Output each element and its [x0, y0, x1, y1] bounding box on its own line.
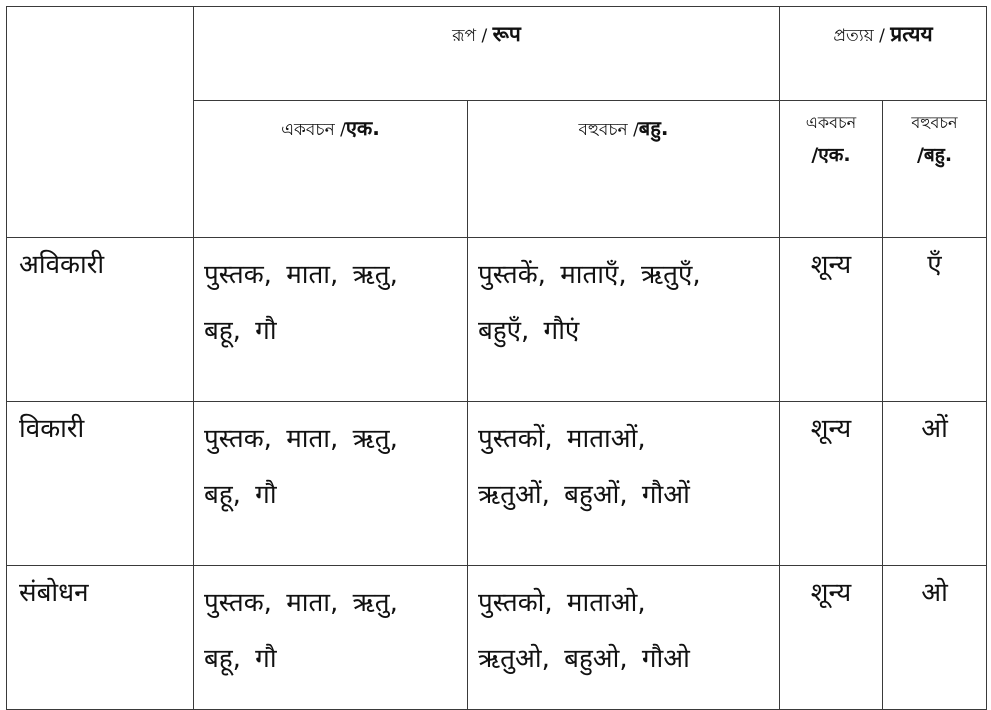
- singular-forms-line: बहू, गौ: [204, 480, 277, 510]
- row-label-avikari: अविकारी: [7, 238, 194, 402]
- header-pratyay-plural: [883, 101, 987, 238]
- header-rup: [194, 7, 780, 101]
- singular-forms-line: बहू, गौ: [204, 316, 277, 346]
- row-label-vikari: विकारी: [7, 402, 194, 566]
- header-rup-plural-bold: बहु.: [638, 116, 669, 140]
- singular-forms-line: पुस्तक, माता, ऋतु,: [204, 588, 398, 618]
- header-pratyay-singular: [780, 101, 883, 238]
- suffix-plural-cell: एँ: [883, 238, 987, 402]
- table-row: [7, 238, 987, 402]
- header-pratyay-plural-regular: বহুবচন: [911, 113, 958, 132]
- plural-forms-cell: [468, 566, 780, 710]
- header-rup-regular: রূপ: [452, 26, 477, 46]
- singular-forms-line: बहू, गौ: [204, 644, 277, 674]
- header-rup-singular-bold: एक.: [345, 116, 380, 140]
- header-rup-bold: रूप: [492, 22, 521, 46]
- plural-forms-line: बहुएँ, गौएं: [478, 316, 580, 346]
- table-row: [7, 566, 987, 710]
- header-rup-separator: /: [476, 26, 493, 46]
- table-row: [7, 402, 987, 566]
- plural-forms-line: पुस्तकों, माताओं,: [478, 424, 646, 454]
- suffix-plural-cell: ओं: [883, 402, 987, 566]
- suffix-singular-cell: शून्य: [780, 566, 883, 710]
- singular-forms-line: पुस्तक, माता, ऋतु,: [204, 424, 398, 454]
- singular-forms-cell: [194, 238, 468, 402]
- plural-forms-line: ऋतुओ, बहुओ, गौओ: [478, 644, 690, 674]
- plural-forms-line: पुस्तको, माताओ,: [478, 588, 646, 618]
- header-pratyay-bold: प्रत्यय: [890, 22, 933, 46]
- header-pratyay-plural-bold: /बहु.: [916, 144, 953, 166]
- header-rup-singular: [194, 101, 468, 238]
- header-row-top: [7, 7, 987, 101]
- header-rup-plural: [468, 101, 780, 238]
- header-pratyay: [780, 7, 987, 101]
- corner-cell: [7, 7, 194, 238]
- plural-forms-line: पुस्तकें, माताएँ, ऋतुएँ,: [478, 260, 701, 290]
- singular-forms-line: पुस्तक, माता, ऋतु,: [204, 260, 398, 290]
- suffix-singular-cell: शून्य: [780, 238, 883, 402]
- header-pratyay-regular: প্রত্যয়: [833, 26, 874, 46]
- declension-table: [6, 6, 987, 710]
- suffix-plural-cell: ओ: [883, 566, 987, 710]
- header-pratyay-separator: /: [873, 26, 891, 46]
- header-pratyay-singular-regular: একবচন: [805, 113, 857, 132]
- plural-forms-cell: [468, 238, 780, 402]
- plural-forms-cell: [468, 402, 780, 566]
- row-label-sambodhan: संबोधन: [7, 566, 194, 710]
- header-rup-singular-regular: একবচন: [281, 120, 335, 140]
- singular-forms-cell: [194, 566, 468, 710]
- header-rup-plural-regular: বহুবচন: [578, 120, 628, 140]
- plural-forms-line: ऋतुओं, बहुओं, गौओं: [478, 480, 690, 510]
- suffix-singular-cell: शून्य: [780, 402, 883, 566]
- header-rup-plural-slash: /: [633, 120, 639, 140]
- header-pratyay-singular-bold: /एक.: [811, 144, 851, 166]
- header-rup-singular-slash: /: [340, 120, 346, 140]
- singular-forms-cell: [194, 402, 468, 566]
